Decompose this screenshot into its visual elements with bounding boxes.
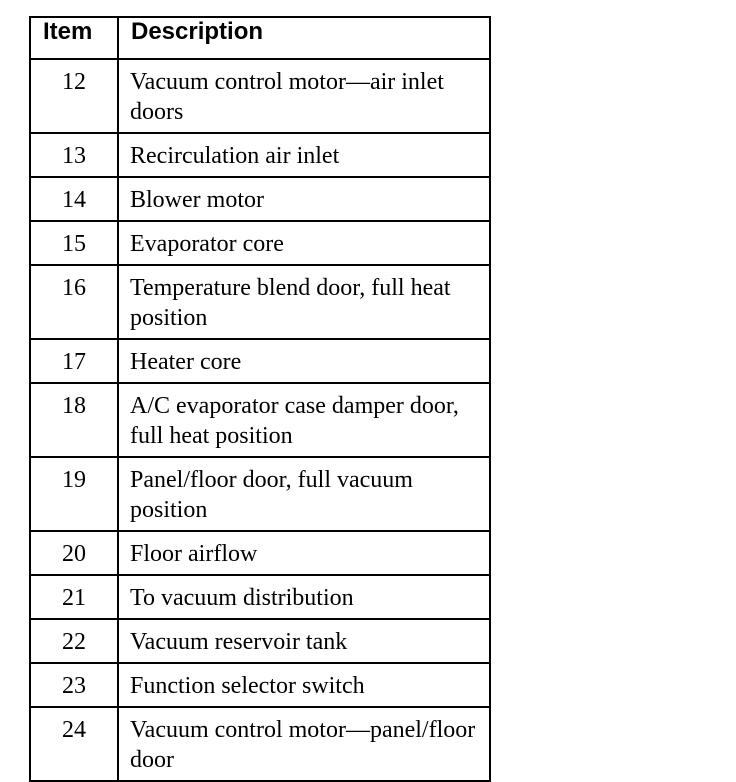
item-number: 24 [30,707,118,781]
item-number: 12 [30,59,118,133]
item-number: 18 [30,383,118,457]
item-number: 17 [30,339,118,383]
table-row [30,531,490,575]
item-description: Panel/floor door, full vacuum position [118,457,490,531]
table-row [30,177,490,221]
item-description: Temperature blend door, full heat position [118,265,490,339]
table-row [30,339,490,383]
table-row [30,575,490,619]
table-row [30,133,490,177]
item-number: 16 [30,265,118,339]
table-row [30,265,490,339]
item-number: 20 [30,531,118,575]
item-description: Vacuum control motor—air inlet doors [118,59,490,133]
table-row [30,707,490,781]
item-description: Vacuum reservoir tank [118,619,490,663]
table-row [30,619,490,663]
item-column-header: Item [30,17,118,59]
table-row [30,663,490,707]
item-number: 19 [30,457,118,531]
item-description: Floor airflow [118,531,490,575]
item-number: 14 [30,177,118,221]
item-description: To vacuum distribution [118,575,490,619]
table-row [30,59,490,133]
table-row [30,383,490,457]
item-number: 13 [30,133,118,177]
table-row [30,457,490,531]
item-description: Function selector switch [118,663,490,707]
item-number: 23 [30,663,118,707]
item-number: 15 [30,221,118,265]
item-description: Blower motor [118,177,490,221]
item-number: 21 [30,575,118,619]
parts-legend-table [29,16,491,782]
header-row [30,17,490,59]
table-header [30,17,490,59]
table-row [30,221,490,265]
description-column-header: Description [118,17,490,59]
item-description: Evaporator core [118,221,490,265]
item-description: Vacuum control motor—panel/floor door [118,707,490,781]
table-body [30,59,490,781]
item-description: A/C evaporator case damper door, full heat position [118,383,490,457]
item-number: 22 [30,619,118,663]
item-description: Heater core [118,339,490,383]
item-description: Recirculation air inlet [118,133,490,177]
